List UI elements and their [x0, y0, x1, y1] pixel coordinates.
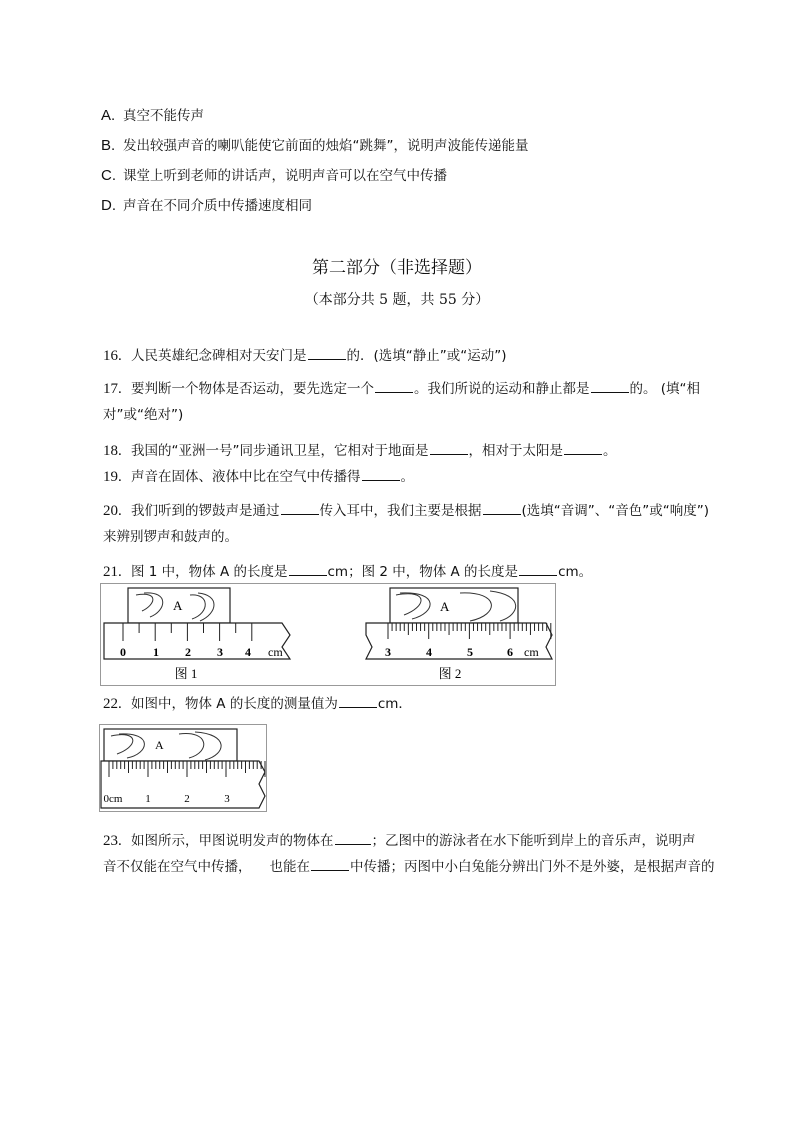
question-number: 16.	[103, 348, 122, 364]
option-text: 真空不能传声	[123, 108, 204, 124]
option-text: 声音在不同介质中传播速度相同	[123, 198, 312, 214]
option-letter: C.	[101, 167, 116, 184]
object-label: A	[155, 738, 164, 752]
answer-blank[interactable]	[335, 830, 371, 845]
ruler-figure-3	[99, 724, 267, 812]
object-label: A	[173, 598, 183, 613]
question-text: 如图所示，甲图说明发声的物体在	[131, 833, 334, 849]
figure-caption: 图 2	[438, 666, 462, 681]
question-text: 。	[603, 443, 617, 459]
tick-label: 3	[217, 645, 223, 659]
question-text: 中传播；丙图中小白兔能分辨出门外不是外婆，是根据声音的	[350, 859, 715, 875]
answer-blank[interactable]	[289, 561, 327, 576]
question-text: 来辨别锣声和鼓声的。	[103, 529, 238, 545]
option-b	[101, 134, 529, 154]
answer-blank[interactable]	[375, 378, 413, 393]
tick-label: 6	[507, 645, 513, 659]
answer-blank[interactable]	[362, 466, 400, 481]
object-label: A	[440, 599, 450, 614]
question-text: 。我们所说的运动和静止都是	[414, 381, 590, 397]
tick-label: 4	[245, 645, 251, 659]
option-text: 发出较强声音的喇叭能使它前面的烛焰“跳舞”，说明声波能传递能量	[123, 138, 529, 154]
figure-2	[366, 588, 552, 681]
ruler-figures	[100, 583, 556, 686]
tick-label: 0cm	[103, 793, 123, 805]
question-text: cm。	[558, 564, 593, 580]
question-number: 23.	[103, 833, 122, 849]
section-subtitle: （本部分共 5 题，共 55 分）	[304, 292, 490, 308]
option-d	[101, 194, 312, 214]
question-text: 。	[400, 469, 414, 485]
question-text: 对”或“绝对”)	[103, 407, 184, 423]
question-text: ；乙图中的游泳者在水下能听到岸上的音乐声，说明声	[371, 833, 696, 849]
question-17	[103, 376, 723, 428]
question-20	[103, 498, 733, 550]
question-23	[103, 828, 723, 880]
question-19	[103, 464, 414, 490]
question-text: 我们听到的锣鼓声是通过	[131, 503, 280, 519]
question-number: 18.	[103, 443, 122, 459]
question-text: 人民英雄纪念碑相对天安门是	[131, 348, 307, 364]
answer-blank[interactable]	[564, 440, 602, 455]
tick-label: 1	[153, 645, 159, 659]
question-text: 声音在固体、液体中比在空气中传播得	[131, 469, 361, 485]
section-title: 第二部分（非选择题）	[312, 258, 482, 278]
tick-label: 4	[426, 645, 432, 659]
question-number: 22.	[103, 696, 122, 712]
question-text: 我国的“亚洲一号”同步通讯卫星，它相对于地面是	[131, 443, 429, 459]
option-a	[101, 104, 204, 124]
question-number: 17.	[103, 381, 122, 397]
option-text: 课堂上听到老师的讲话声，说明声音可以在空气中传播	[123, 168, 447, 184]
question-text: (选填“音调”、“音色”或“响度”)	[521, 503, 709, 519]
question-22	[103, 691, 412, 717]
unit-label: cm	[268, 645, 283, 659]
unit-label: cm	[524, 645, 539, 659]
answer-blank[interactable]	[311, 856, 349, 871]
answer-blank[interactable]	[483, 500, 521, 515]
question-number: 19.	[103, 469, 122, 485]
question-number: 20.	[103, 503, 122, 519]
question-text: 图 1 中，物体 A 的长度是	[131, 564, 288, 580]
tick-label: 0	[120, 645, 126, 659]
question-16	[103, 343, 507, 369]
answer-blank[interactable]	[591, 378, 629, 393]
question-text: 的。 (填“相	[629, 381, 701, 397]
tick-label: 3	[224, 793, 230, 805]
figure-caption: 图 1	[174, 666, 198, 681]
question-21	[103, 559, 592, 585]
question-text: 如图中，物体 A 的长度的测量值为	[131, 696, 338, 712]
question-18	[103, 438, 617, 464]
tick-label: 2	[185, 645, 191, 659]
tick-label: 1	[145, 793, 151, 805]
figure-1	[104, 588, 290, 681]
option-letter: A.	[101, 107, 116, 124]
option-letter: D.	[101, 197, 116, 214]
tick-label: 3	[385, 645, 391, 659]
option-letter: B.	[101, 137, 116, 154]
question-text: 要判断一个物体是否运动，要先选定一个	[131, 381, 374, 397]
answer-blank[interactable]	[308, 345, 346, 360]
tick-label: 5	[467, 645, 473, 659]
question-number: 21.	[103, 564, 122, 580]
ruler-body	[104, 623, 290, 659]
answer-blank[interactable]	[430, 440, 468, 455]
answer-blank[interactable]	[519, 561, 557, 576]
question-text: cm．	[377, 696, 412, 712]
question-text: 音不仅能在空气中传播，	[103, 859, 252, 875]
question-text: ，相对于太阳是	[468, 443, 563, 459]
question-text: 的．(选填“静止”或“运动”)	[346, 348, 507, 364]
answer-blank[interactable]	[281, 500, 319, 515]
question-text: 传入耳中，我们主要是根据	[319, 503, 482, 519]
question-text: 也能在	[269, 859, 310, 875]
question-text: cm；图 2 中，物体 A 的长度是	[327, 564, 519, 580]
option-c	[101, 164, 447, 184]
answer-blank[interactable]	[339, 693, 377, 708]
tick-label: 2	[184, 793, 190, 805]
